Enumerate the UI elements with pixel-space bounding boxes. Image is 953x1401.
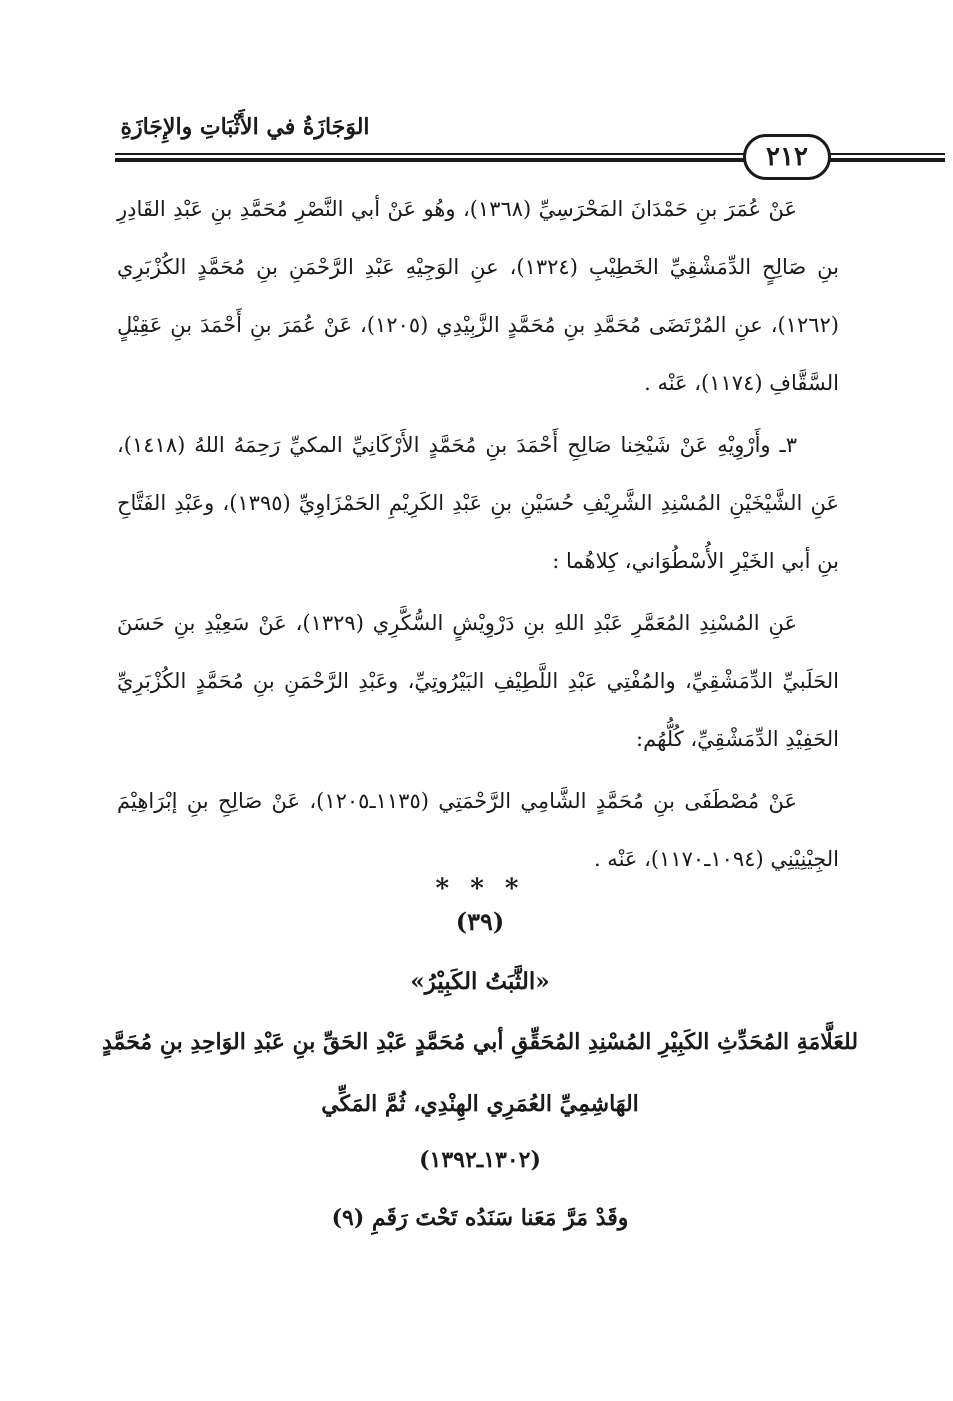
entry-number: (٣٩) (455, 907, 505, 936)
entry-note: وقَدْ مَرَّ مَعَنا سَنَدُه تَحْتَ رَقَمِ (٩) (331, 1205, 629, 1231)
paragraph: عَنْ مُصْطَفَى بنِ مُحَمَّدٍ الشَّامِي الرَّحْمَتِي (١١٣٥ـ١٢٠٥)، عَنْ صَالِحِ بنِ إبْرَاهِيْمَ الجِيْنِيْنِي (١٠٩٤ـ١١٧٠)، عَنْه . (117, 789, 839, 871)
body-text (117, 180, 839, 888)
paragraph: ٣ـ وأَرْوِيْهِ عَنْ شَيْخِنا صَالِحِ أَحْمَدَ بنِ مُحَمَّدٍ الأَرْكَانِيِّ المكيِّ رَحِمَهُ اللهُ (١٤١٨)، عَنِ الشَّيْخَيْنِ المُسْنِدِ الشَّرِيْفِ حُسَيْنِ بنِ عَبْدِ الكَرِيْمِ الحَمْزَاوِيِّ (١٣٩٥)، وعَبْدِ الفَتَّاحِ بنِ أبي الخَيْرِ الأُسْطُوَاني، كِلاهُما : (117, 433, 840, 573)
running-title: الوَجَازَةُ في الأَثْبَاتِ والإِجَازَةِ (120, 114, 370, 140)
section-separator: * * * (435, 874, 525, 904)
paragraph: عَنِ المُسْنِدِ المُعَمَّرِ عَبْدِ اللهِ بنِ دَرْوِيْشٍ السُّكَّرِي (١٣٢٩)، عَنْ سَعِيْدِ بنِ حَسَنَ الحَلَبيِّ الدِّمَشْقِيِّ، والمُفْتِي عَبْدِ اللَّطِيْفِ البَيْرُوتِيِّ، وعَبْدِ الرَّحْمَنِ بنِ مُحَمَّدٍ الكُزْبَرِيِّ الحَفِيْدِ الدِّمَشْقِيِّ، كُلُّهُم: (117, 611, 839, 751)
author-line: الهَاشِمِيِّ العُمَرِي الهِنْدِي، ثُمَّ المَكِّي (321, 1091, 639, 1117)
book-title: «الثَّبَتُ الكَبِيْرُ» (410, 968, 550, 995)
author-dates: (١٣٠٢ـ١٣٩٢) (419, 1147, 541, 1173)
paragraph: عَنْ عُمَرَ بنِ حَمْدَانَ المَحْرَسِيِّ (١٣٦٨)، وهُو عَنْ أبي النَّصْرِ مُحَمَّدِ بنِ عَبْدِ القَادِرِ بنِ صَالِحٍ الدِّمَشْقِيِّ الخَطِيْبِ (١٣٢٤)، عنِ الوَجِيْهِ عَبْدِ الرَّحْمَنِ بنِ مُحَمَّدٍ الكُزْبَرِي (١٢٦٢)، عنِ المُرْتَضَى مُحَمَّدِ بنِ مُحَمَّدٍ الزَّبِيْدِي (١٢٠٥)، عَنْ عُمَرَ بنِ أَحْمَدَ بنِ عَقِيْلٍ السَّقَّافِ (١١٧٤)، عَنْه . (117, 197, 839, 395)
author-line: للعَلَّامَةِ المُحَدِّثِ الكَبِيْرِ المُسْنِدِ المُحَقِّقِ أبي مُحَمَّدٍ عَبْدِ الحَقِّ بنِ عَبْدِ الوَاحِدِ بنِ مُحَمَّدٍ (101, 1029, 859, 1055)
page-number: ٢١٢ (743, 134, 831, 180)
